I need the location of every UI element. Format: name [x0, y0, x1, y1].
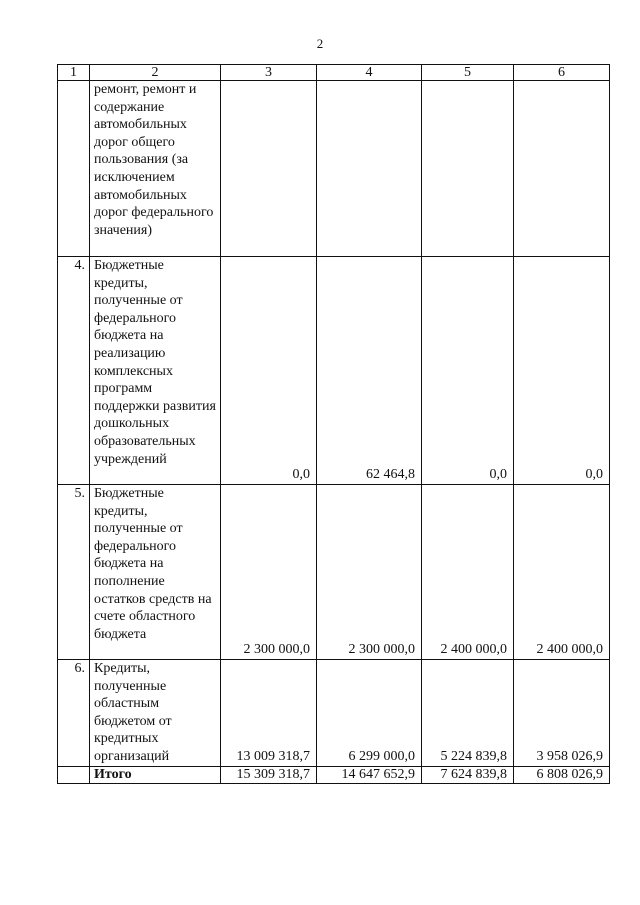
row-value-col6: 2 400 000,0: [514, 485, 610, 660]
row-value-col4: 6 299 000,0: [317, 660, 422, 767]
header-cell-5: 5: [422, 65, 514, 81]
total-value-col6: 6 808 026,9: [514, 766, 610, 783]
row-value-col6: 3 958 026,9: [514, 660, 610, 767]
budget-table: [57, 64, 610, 784]
row-value-col3: 13 009 318,7: [221, 660, 317, 767]
row-description: ремонт, ремонт и содержание автомобильных дорог общего пользования (за исключением автомобильных дорог федерального значения): [90, 81, 221, 257]
table-row: [58, 257, 610, 485]
row-description: Бюджетные кредиты, полученные от федерального бюджета на пополнение остатков средств на счете областного бюджета: [90, 485, 221, 660]
row-value-col3: 0,0: [221, 257, 317, 485]
row-value-col4: 2 300 000,0: [317, 485, 422, 660]
row-value-col4: 62 464,8: [317, 257, 422, 485]
header-cell-1: 1: [58, 65, 90, 81]
row-value-col4: [317, 81, 422, 257]
total-value-col3: 15 309 318,7: [221, 766, 317, 783]
row-value-col5: 0,0: [422, 257, 514, 485]
table-row: [58, 81, 610, 257]
row-value-col5: 5 224 839,8: [422, 660, 514, 767]
row-value-col3: [221, 81, 317, 257]
row-value-col3: 2 300 000,0: [221, 485, 317, 660]
row-value-col5: 2 400 000,0: [422, 485, 514, 660]
row-value-col5: [422, 81, 514, 257]
table-header-row: [58, 65, 610, 81]
row-value-col6: 0,0: [514, 257, 610, 485]
total-value-col5: 7 624 839,8: [422, 766, 514, 783]
row-number: [58, 81, 90, 257]
row-number: 4.: [58, 257, 90, 485]
row-description: Кредиты, полученные областным бюджетом от кредитных организаций: [90, 660, 221, 767]
row-number: 6.: [58, 660, 90, 767]
total-label: Итого: [90, 766, 221, 783]
header-cell-3: 3: [221, 65, 317, 81]
total-row: [58, 766, 610, 783]
total-value-col4: 14 647 652,9: [317, 766, 422, 783]
row-description: Бюджетные кредиты, полученные от федерального бюджета на реализацию комплексных программ поддержки развития дошкольных образовательных учреждений: [90, 257, 221, 485]
page-number: 2: [316, 36, 324, 51]
header-cell-2: 2: [90, 65, 221, 81]
header-cell-6: 6: [514, 65, 610, 81]
row-value-col6: [514, 81, 610, 257]
header-cell-4: 4: [317, 65, 422, 81]
total-number: [58, 766, 90, 783]
table-row: [58, 660, 610, 767]
table-row: [58, 485, 610, 660]
row-number: 5.: [58, 485, 90, 660]
